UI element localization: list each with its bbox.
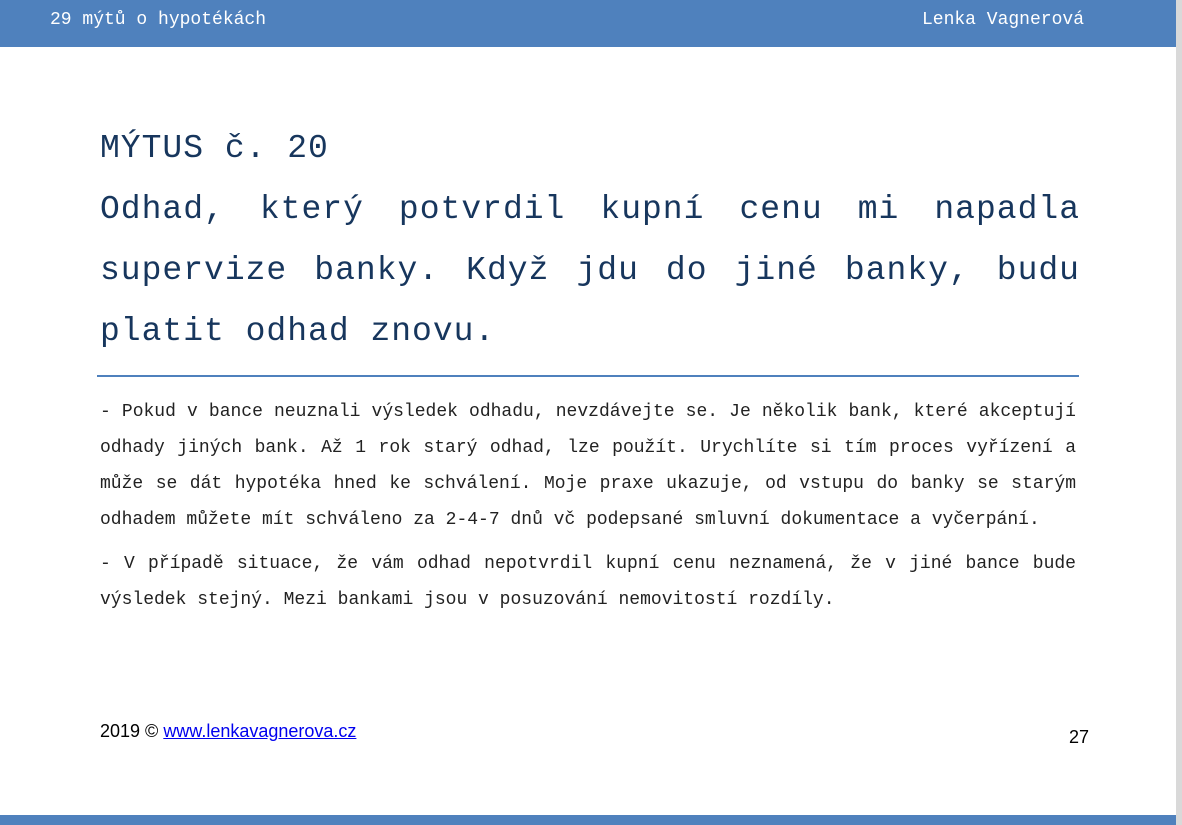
website-link[interactable]: www.lenkavagnerova.cz [163,721,357,741]
footer-bar [0,815,1176,825]
divider [97,375,1079,377]
author-name: Lenka Vagnerová [921,10,1084,30]
footer-copyright [100,721,356,742]
book-title: 29 mýtů o hypotékách [50,10,267,30]
myth-heading [100,118,1080,362]
body-text [100,394,1076,626]
copyright-text: 2019 © [100,721,164,741]
myth-statement: Odhad, který potvrdil kupní cenu mi napadla supervize banky. Když jdu do jiné banky, budu platit odhad znovu. [100,191,1080,350]
paragraph: - V případě situace, že vám odhad nepotvrdil kupní cenu neznamená, že v jiné bance bude výsledek stejný. Mezi bankami jsou v posuzování nemovitostí rozdíly. [100,554,1076,610]
window-edge [1176,0,1182,825]
paragraph: - Pokud v bance neuznali výsledek odhadu, nevzdávejte se. Je několik bank, které akceptují odhady jiných bank. Až 1 rok starý odhad, lze použít. Urychlíte si tím proces vyřízení a může se dát hypotéka hned ke schválení. Moje praxe ukazuje, od vstupu do banky se starým odhadem můžete mít schváleno za 2-4-7 dnů vč podepsané smluvní dokumentace a vyčerpání. [100,402,1076,530]
myth-label: MÝTUS č. 20 [100,130,329,167]
page-number: 27 [1068,727,1089,747]
header-bar [0,0,1176,47]
